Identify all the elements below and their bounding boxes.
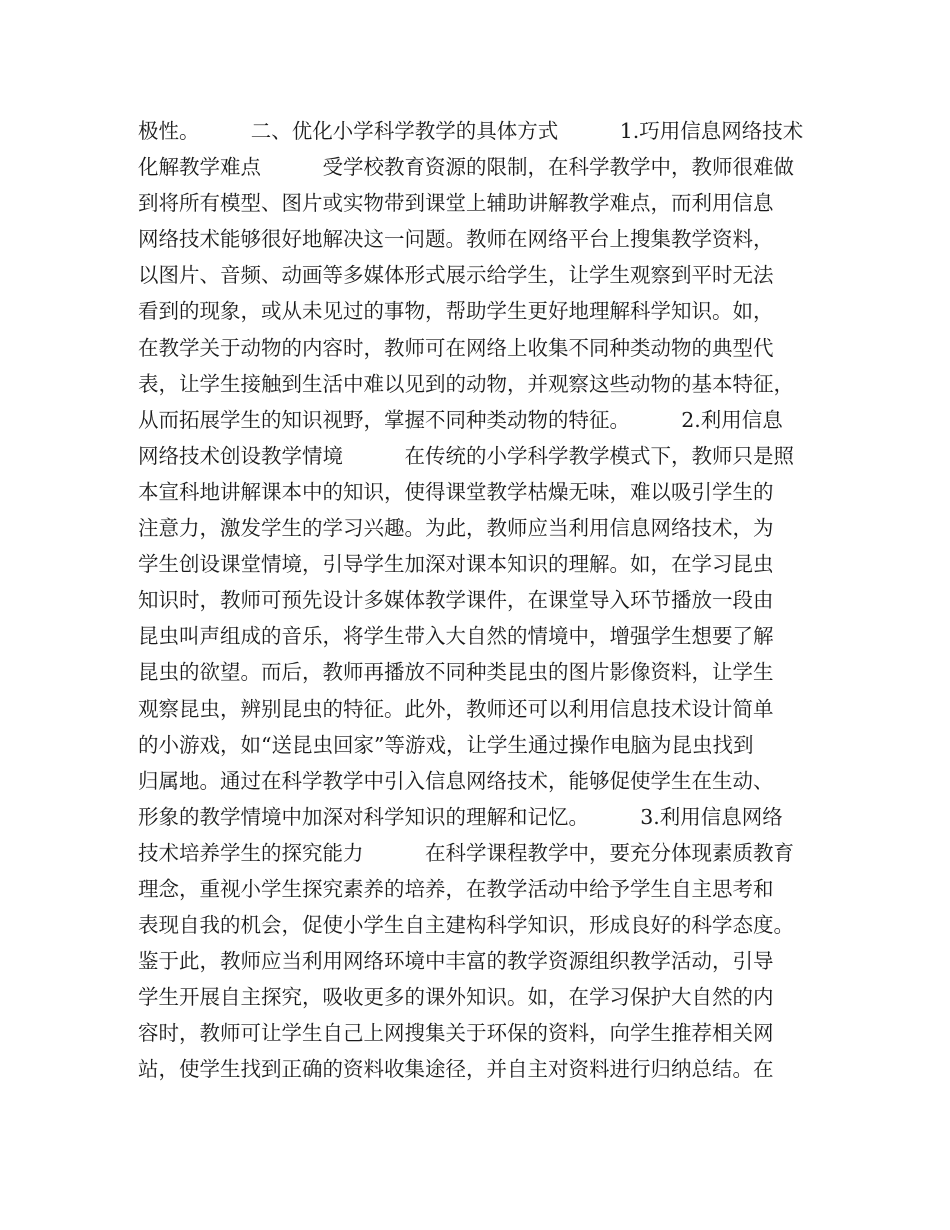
text-line: 在教学关于动物的内容时，教师可在网络上收集不同种类动物的典型代	[138, 335, 774, 360]
text-line: 看到的现象，或从未见过的事物，帮助学生更好地理解科学知识。如，	[138, 299, 774, 324]
text-line: 从而拓展学生的知识视野，掌握不同种类动物的特征。 2.利用信息	[138, 407, 783, 432]
text-line: 鉴于此，教师应当利用网络环境中丰富的教学资源组织教学活动，引导	[138, 949, 774, 974]
text-line: 表，让学生接触到生活中难以见到的动物，并观察这些动物的基本特征，	[138, 371, 794, 396]
body-text	[138, 113, 828, 1088]
text-line: 知识时，教师可预先设计多媒体教学课件，在课堂导入环节播放一段由	[138, 588, 774, 613]
text-line: 容时，教师可让学生自己上网搜集关于环保的资料，向学生推荐相关网	[138, 1021, 774, 1046]
text-line: 归属地。通过在科学教学中引入信息网络技术，能够促使学生在生动、	[138, 768, 774, 793]
text-line: 注意力，激发学生的学习兴趣。为此，教师应当利用信息网络技术，为	[138, 516, 774, 541]
text-line: 学生开展自主探究，吸收更多的课外知识。如，在学习保护大自然的内	[138, 985, 774, 1010]
text-line: 技术培养学生的探究能力 在科学课程教学中，要充分体现素质教育	[138, 840, 794, 865]
text-line: 到将所有模型、图片或实物带到课堂上辅助讲解教学难点，而利用信息	[138, 191, 774, 216]
text-line: 观察昆虫，辨别昆虫的特征。此外，教师还可以利用信息技术设计简单	[138, 696, 774, 721]
text-line: 以图片、音频、动画等多媒体形式展示给学生，让学生观察到平时无法	[138, 263, 774, 288]
text-line: 站，使学生找到正确的资料收集途径，并自主对资料进行归纳总结。在	[138, 1057, 774, 1082]
text-line: 本宣科地讲解课本中的知识，使得课堂教学枯燥无味，难以吸引学生的	[138, 479, 774, 504]
text-line: 网络技术能够很好地解决这一问题。教师在网络平台上搜集教学资料，	[138, 227, 774, 252]
text-line: 网络技术创设教学情境 在传统的小学科学教学模式下，教师只是照	[138, 443, 794, 468]
text-line: 化解教学难点 受学校教育资源的限制，在科学教学中，教师很难做	[138, 155, 794, 180]
text-line: 学生创设课堂情境，引导学生加深对课本知识的理解。如，在学习昆虫	[138, 552, 774, 577]
text-line: 极性。 二、优化小学科学教学的具体方式 1.巧用信息网络技术	[138, 119, 804, 143]
text-line: 的小游戏，如“送昆虫回家”等游戏，让学生通过操作电脑为昆虫找到	[138, 732, 754, 757]
text-line: 形象的教学情境中加深对科学知识的理解和记忆。 3.利用信息网络	[138, 804, 783, 829]
text-line: 理念，重视小学生探究素养的培养，在教学活动中给予学生自主思考和	[138, 876, 774, 901]
text-line: 昆虫的欲望。而后，教师再播放不同种类昆虫的图片影像资料，让学生	[138, 660, 774, 685]
text-line: 表现自我的机会，促使小学生自主建构科学知识，形成良好的科学态度。	[138, 913, 794, 938]
text-line: 昆虫叫声组成的音乐，将学生带入大自然的情境中，增强学生想要了解	[138, 624, 774, 649]
